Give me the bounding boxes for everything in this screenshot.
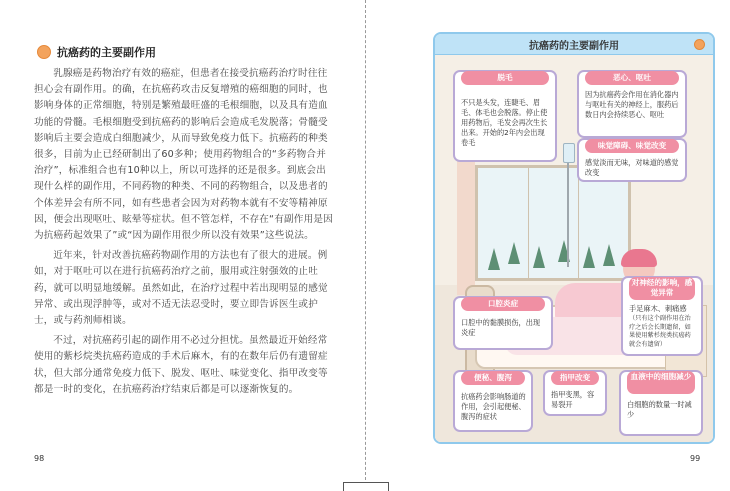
- side-effects-panel: [433, 32, 715, 444]
- tree-icon: [488, 248, 500, 270]
- left-page-title: 抗癌药的主要副作用: [57, 46, 156, 59]
- paragraph-3: 不过，对抗癌药引起的副作用不必过分担忧。虽然最近开始经常使用的紫杉烷类抗癌药造成的手术后麻木，有的在数年后仍有遗留症状，但大部分通常免疫力低下、脱发、呕吐、味觉变化、指甲改变等都是一时的变化，在抗癌药治疗结束后都是可以逐渐恢复的。: [34, 335, 328, 395]
- orange-dot-icon: [694, 39, 705, 50]
- tree-icon: [533, 246, 545, 268]
- card-mouth-title: 口腔炎症: [461, 297, 545, 311]
- panel-title: 抗癌药的主要副作用: [529, 41, 619, 52]
- window-pane: [528, 168, 529, 278]
- left-body-text: [34, 66, 334, 402]
- left-page: [0, 0, 365, 490]
- window: [475, 165, 631, 281]
- card-constipation-title: 便秘、腹泻: [461, 371, 525, 385]
- card-nausea: [577, 70, 687, 138]
- card-hair-loss: [453, 70, 557, 162]
- card-nail-title: 指甲改变: [551, 371, 599, 385]
- card-nerve-effects-note: （只有这个副作用在治疗之后会长期遗留，如果使用紫杉烷类抗癌药就会有遗留）: [629, 315, 691, 348]
- card-blood-cells: [619, 370, 703, 436]
- tree-icon: [508, 242, 520, 264]
- card-blood-title: 血液中的细胞减少: [627, 371, 695, 394]
- card-constipation-text: 抗癌药会影响肠道的作用，会引起便秘、腹泻的症状: [461, 392, 526, 421]
- card-nail-change: [543, 370, 607, 416]
- card-nausea-title: 恶心、呕吐: [585, 71, 679, 85]
- left-section-heading: [37, 44, 156, 60]
- card-nausea-text: 因为抗癌药会作用在消化器内与呕吐有关的神经上，服药后数日内会持续恶心、呕吐: [585, 90, 679, 119]
- card-nerve-effects-text: 手足麻木、刺痛感: [629, 304, 687, 313]
- card-taste-change: [577, 138, 687, 182]
- card-hair-loss-title: 脱毛: [461, 71, 549, 85]
- card-nail-text: 指甲变黑，容易裂开: [551, 390, 595, 409]
- card-taste-change-title: 味觉障碍、味觉改变: [585, 139, 679, 153]
- card-constipation: [453, 370, 533, 432]
- paragraph-2: 近年来，针对改善抗癌药物副作用的方法也有了很大的进展。例如，对于呕吐可以在进行抗癌药治疗之前，服用或注射强效的止吐药，就可以明显地缓解。虽然如此，在治疗过程中若出现明显的感觉异常、或出现浮肿等，或对不适无法忍受时，要立即告诉医生或护士，或与药剂师相谈。: [34, 250, 328, 327]
- card-nerve-effects: [621, 276, 703, 356]
- iv-stand: [567, 147, 569, 267]
- page-fold-divider: [365, 0, 366, 490]
- card-hair-loss-text: 不只是头发，连睫毛、眉毛、体毛也会脱落。停止使用药物后，毛发会再次生长出来。开始的2年内会出现卷毛: [461, 98, 548, 147]
- card-mouth-inflammation: [453, 296, 553, 350]
- card-nerve-effects-title: 对神经的影响，感觉异常: [629, 277, 695, 300]
- paragraph-1: 乳腺癌是药物治疗有效的癌症，但患者在接受抗癌药治疗时往往担心会有副作用。的确，在抗癌药攻击反复增殖的癌细胞的同时，也影响身体的正常细胞，特别是繁殖最旺盛的毛根细胞，以及具有造血功能的骨髓。毛根细胞受到抗癌药的影响后会造成毛发脱落；骨髓受影响后主要会造成白细胞减少，从而导致免疫力低下。抗癌药的种类很多，目前为止已经研制出了60多种；使用药物组合的“多药物合并治疗”，标准组合也有10种以上，所以可选择的还是很多。到底会出现什么样的副作用，不同药物的种类、不同的药物组合，以及患者的个体差异会有所不同，如有些患者会因为对药物本就有不安等精神原因，便会出现呕吐、眩晕等症状。但不管怎样，不存在“有副作用是因为抗癌药起效果了”或“因为副作用很少所以没有效果”这些说法。: [34, 68, 333, 242]
- right-page-number: 99: [690, 454, 701, 463]
- card-taste-change-text: 感觉淡而无味，对味道的感觉改变: [585, 158, 679, 177]
- card-mouth-text: 口腔中的黏膜损伤，出现炎症: [461, 318, 541, 337]
- iv-bag-icon: [563, 143, 575, 163]
- orange-circle-icon: [37, 45, 51, 59]
- tree-icon: [603, 244, 615, 266]
- patient-cap: [621, 249, 657, 267]
- curtain-left: [457, 155, 475, 295]
- left-page-number: 98: [34, 454, 45, 463]
- window-pane: [578, 168, 579, 278]
- panel-header: [435, 34, 713, 55]
- card-blood-text: 白细胞的数量一时减少: [627, 400, 692, 419]
- tree-icon: [583, 246, 595, 268]
